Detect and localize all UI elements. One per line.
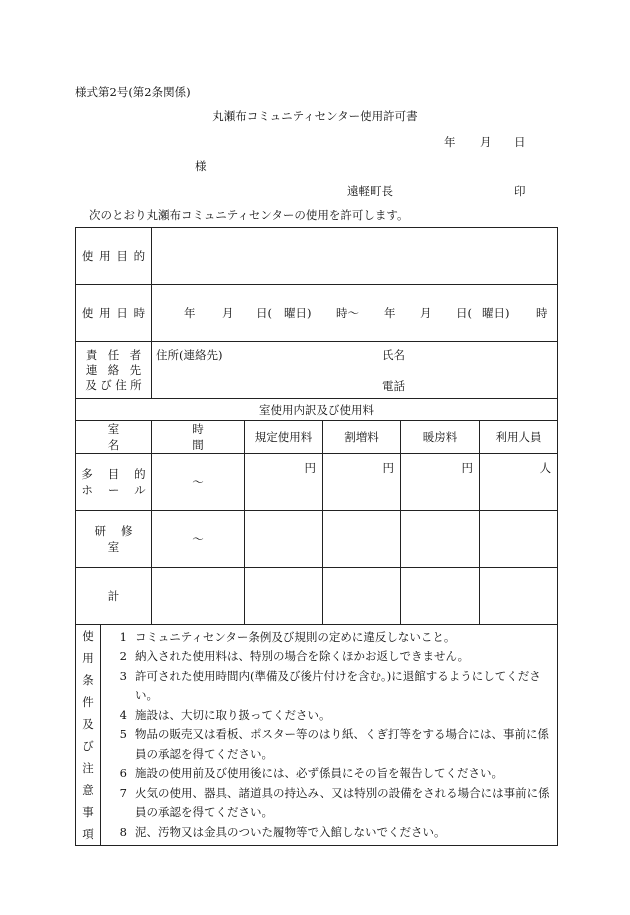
purpose-field[interactable] (152, 228, 558, 285)
condition-item (101, 823, 553, 843)
contact-row (76, 342, 558, 399)
datetime-row (76, 285, 558, 342)
contact-field[interactable] (152, 342, 558, 399)
room-row-training (76, 511, 558, 568)
condition-item (101, 784, 553, 823)
users-unit: 人 (539, 461, 552, 475)
header-heating-fee: 暖房料 (401, 421, 480, 454)
condition-number: 3 (119, 668, 127, 683)
room-name-hall (76, 454, 161, 511)
condition-text: 物品の販売又は看板、ポスター等のはり紙、くぎ打等をする場合には、事前に係員の承認を得てください。 (135, 727, 549, 761)
condition-number: 6 (119, 766, 127, 781)
rooms-section-title: 室使用内訳及び使用料 (76, 399, 558, 421)
phone-label: 電話 (382, 379, 405, 393)
form-number: 様式第2号(第2条関係) (75, 85, 191, 99)
start-hour: 時〜 (336, 306, 359, 320)
surcharge-unit: 円 (382, 461, 394, 475)
conditions-label-char-1: 使 (82, 629, 94, 643)
datetime-field[interactable] (152, 285, 558, 342)
condition-item (101, 628, 553, 648)
standard-fee-unit: 円 (304, 461, 316, 475)
total-surcharge[interactable] (323, 568, 401, 625)
condition-text: 火気の使用、器具、諸道具の持込み、又は特別の設備をされる場合には事前に係員の承認を得てください。 (135, 785, 550, 820)
room-name-hall-line-1: 多目的 (81, 467, 161, 481)
conditions-label-char-8: 意 (82, 783, 94, 797)
condition-number: 5 (119, 727, 127, 742)
purpose-row (76, 228, 558, 285)
total-label: 計 (76, 568, 152, 625)
conditions-label-char-7: 注 (82, 761, 94, 775)
total-heating-fee[interactable] (401, 568, 480, 625)
header-time: 時間 (152, 421, 245, 454)
condition-item (101, 647, 553, 667)
conditions-label-char-9: 事 (82, 805, 94, 819)
date-year: 年 (444, 135, 456, 149)
conditions-label-char-4: 件 (82, 695, 94, 709)
time-range-training: 〜 (192, 532, 204, 546)
heating-fee-training[interactable] (401, 511, 480, 568)
addressee-suffix: 様 (195, 159, 207, 173)
address-label: 住所(連絡先) (156, 348, 223, 362)
end-hour: 時 (536, 306, 548, 320)
conditions-label-char-3: 条 (82, 673, 94, 687)
conditions-label-char-5: 及 (82, 717, 94, 731)
purpose-label: 使用目的 (76, 228, 152, 285)
conditions-label-char-10: 項 (82, 827, 94, 841)
surcharge-hall[interactable] (323, 454, 401, 511)
total-users[interactable] (480, 568, 558, 625)
condition-item (101, 764, 553, 784)
condition-text: 施設は、大切に取り扱ってください。 (135, 707, 331, 722)
surcharge-training[interactable] (323, 511, 401, 568)
contact-label-line-3: 及び住所 (85, 377, 146, 392)
intro-text: 次のとおり丸瀬布コミュニティセンターの使用を許可します。 (89, 208, 409, 222)
document-title: 丸瀬布コミュニティセンター使用許可書 (212, 109, 418, 123)
total-standard-fee[interactable] (245, 568, 323, 625)
permit-form-table (75, 227, 558, 846)
date-month: 月 (480, 135, 492, 149)
condition-item (101, 706, 553, 726)
end-weekday: 曜日) (482, 306, 510, 320)
total-row (76, 568, 558, 625)
condition-number: 2 (119, 649, 127, 664)
end-year: 年 (384, 306, 396, 320)
header-surcharge: 割増料 (323, 421, 401, 454)
condition-number: 4 (119, 707, 127, 722)
condition-number: 1 (119, 629, 127, 644)
condition-number: 8 (119, 824, 127, 839)
conditions-label-char-2: 用 (82, 651, 94, 665)
start-day: 日( (256, 306, 272, 320)
end-day: 日( (456, 306, 472, 320)
condition-text: 施設の使用前及び使用後には、必ず係員にその旨を報告してください。 (135, 766, 503, 781)
room-name-hall-line-2: ホール (81, 483, 161, 497)
contact-label (76, 342, 152, 399)
users-hall[interactable] (480, 454, 558, 511)
issuer-name: 遠軽町長 (347, 184, 393, 198)
conditions-label-char-6: び (82, 739, 94, 753)
start-month: 月 (222, 306, 234, 320)
name-label: 氏名 (382, 348, 405, 362)
conditions-list (101, 625, 558, 846)
start-year: 年 (184, 306, 196, 320)
contact-label-line-2: 連絡先 (85, 362, 152, 377)
condition-number: 7 (119, 785, 127, 800)
standard-fee-training[interactable] (245, 511, 323, 568)
seal-mark: 印 (514, 184, 526, 198)
standard-fee-hall[interactable] (245, 454, 323, 511)
date-day: 日 (514, 135, 526, 149)
condition-text: コミュニティセンター条例及び規則の定めに違反しないこと。 (135, 629, 456, 644)
header-room-name: 室名 (76, 421, 152, 454)
contact-label-line-1: 責任者 (85, 347, 152, 362)
conditions-label (76, 625, 101, 846)
room-time-training[interactable] (152, 511, 245, 568)
rooms-header-row (76, 421, 558, 454)
conditions-row (76, 625, 558, 846)
total-time[interactable] (152, 568, 245, 625)
room-time-hall[interactable] (152, 454, 245, 511)
condition-text: 泥、汚物又は金具のついた履物等で入館しないでください。 (135, 824, 446, 839)
heating-fee-unit: 円 (461, 461, 473, 475)
room-row-hall (76, 454, 558, 511)
condition-text: 許可された使用時間内(準備及び後片付けを含む。)に退館するようにしてください。 (135, 668, 541, 703)
header-users: 利用人員 (480, 421, 558, 454)
heating-fee-hall[interactable] (401, 454, 480, 511)
users-training[interactable] (480, 511, 558, 568)
condition-item (101, 667, 553, 706)
room-name-training: 研修室 (76, 511, 152, 568)
datetime-label: 使用日時 (76, 285, 152, 342)
condition-item (101, 725, 553, 764)
end-month: 月 (420, 306, 432, 320)
rooms-section-row (76, 399, 558, 421)
condition-text: 納入された使用料は、特別の場合を除くほかお返しできません。 (135, 649, 470, 664)
start-weekday: 曜日) (284, 306, 312, 320)
time-range-hall: 〜 (192, 475, 204, 489)
header-standard-fee: 規定使用料 (245, 421, 323, 454)
